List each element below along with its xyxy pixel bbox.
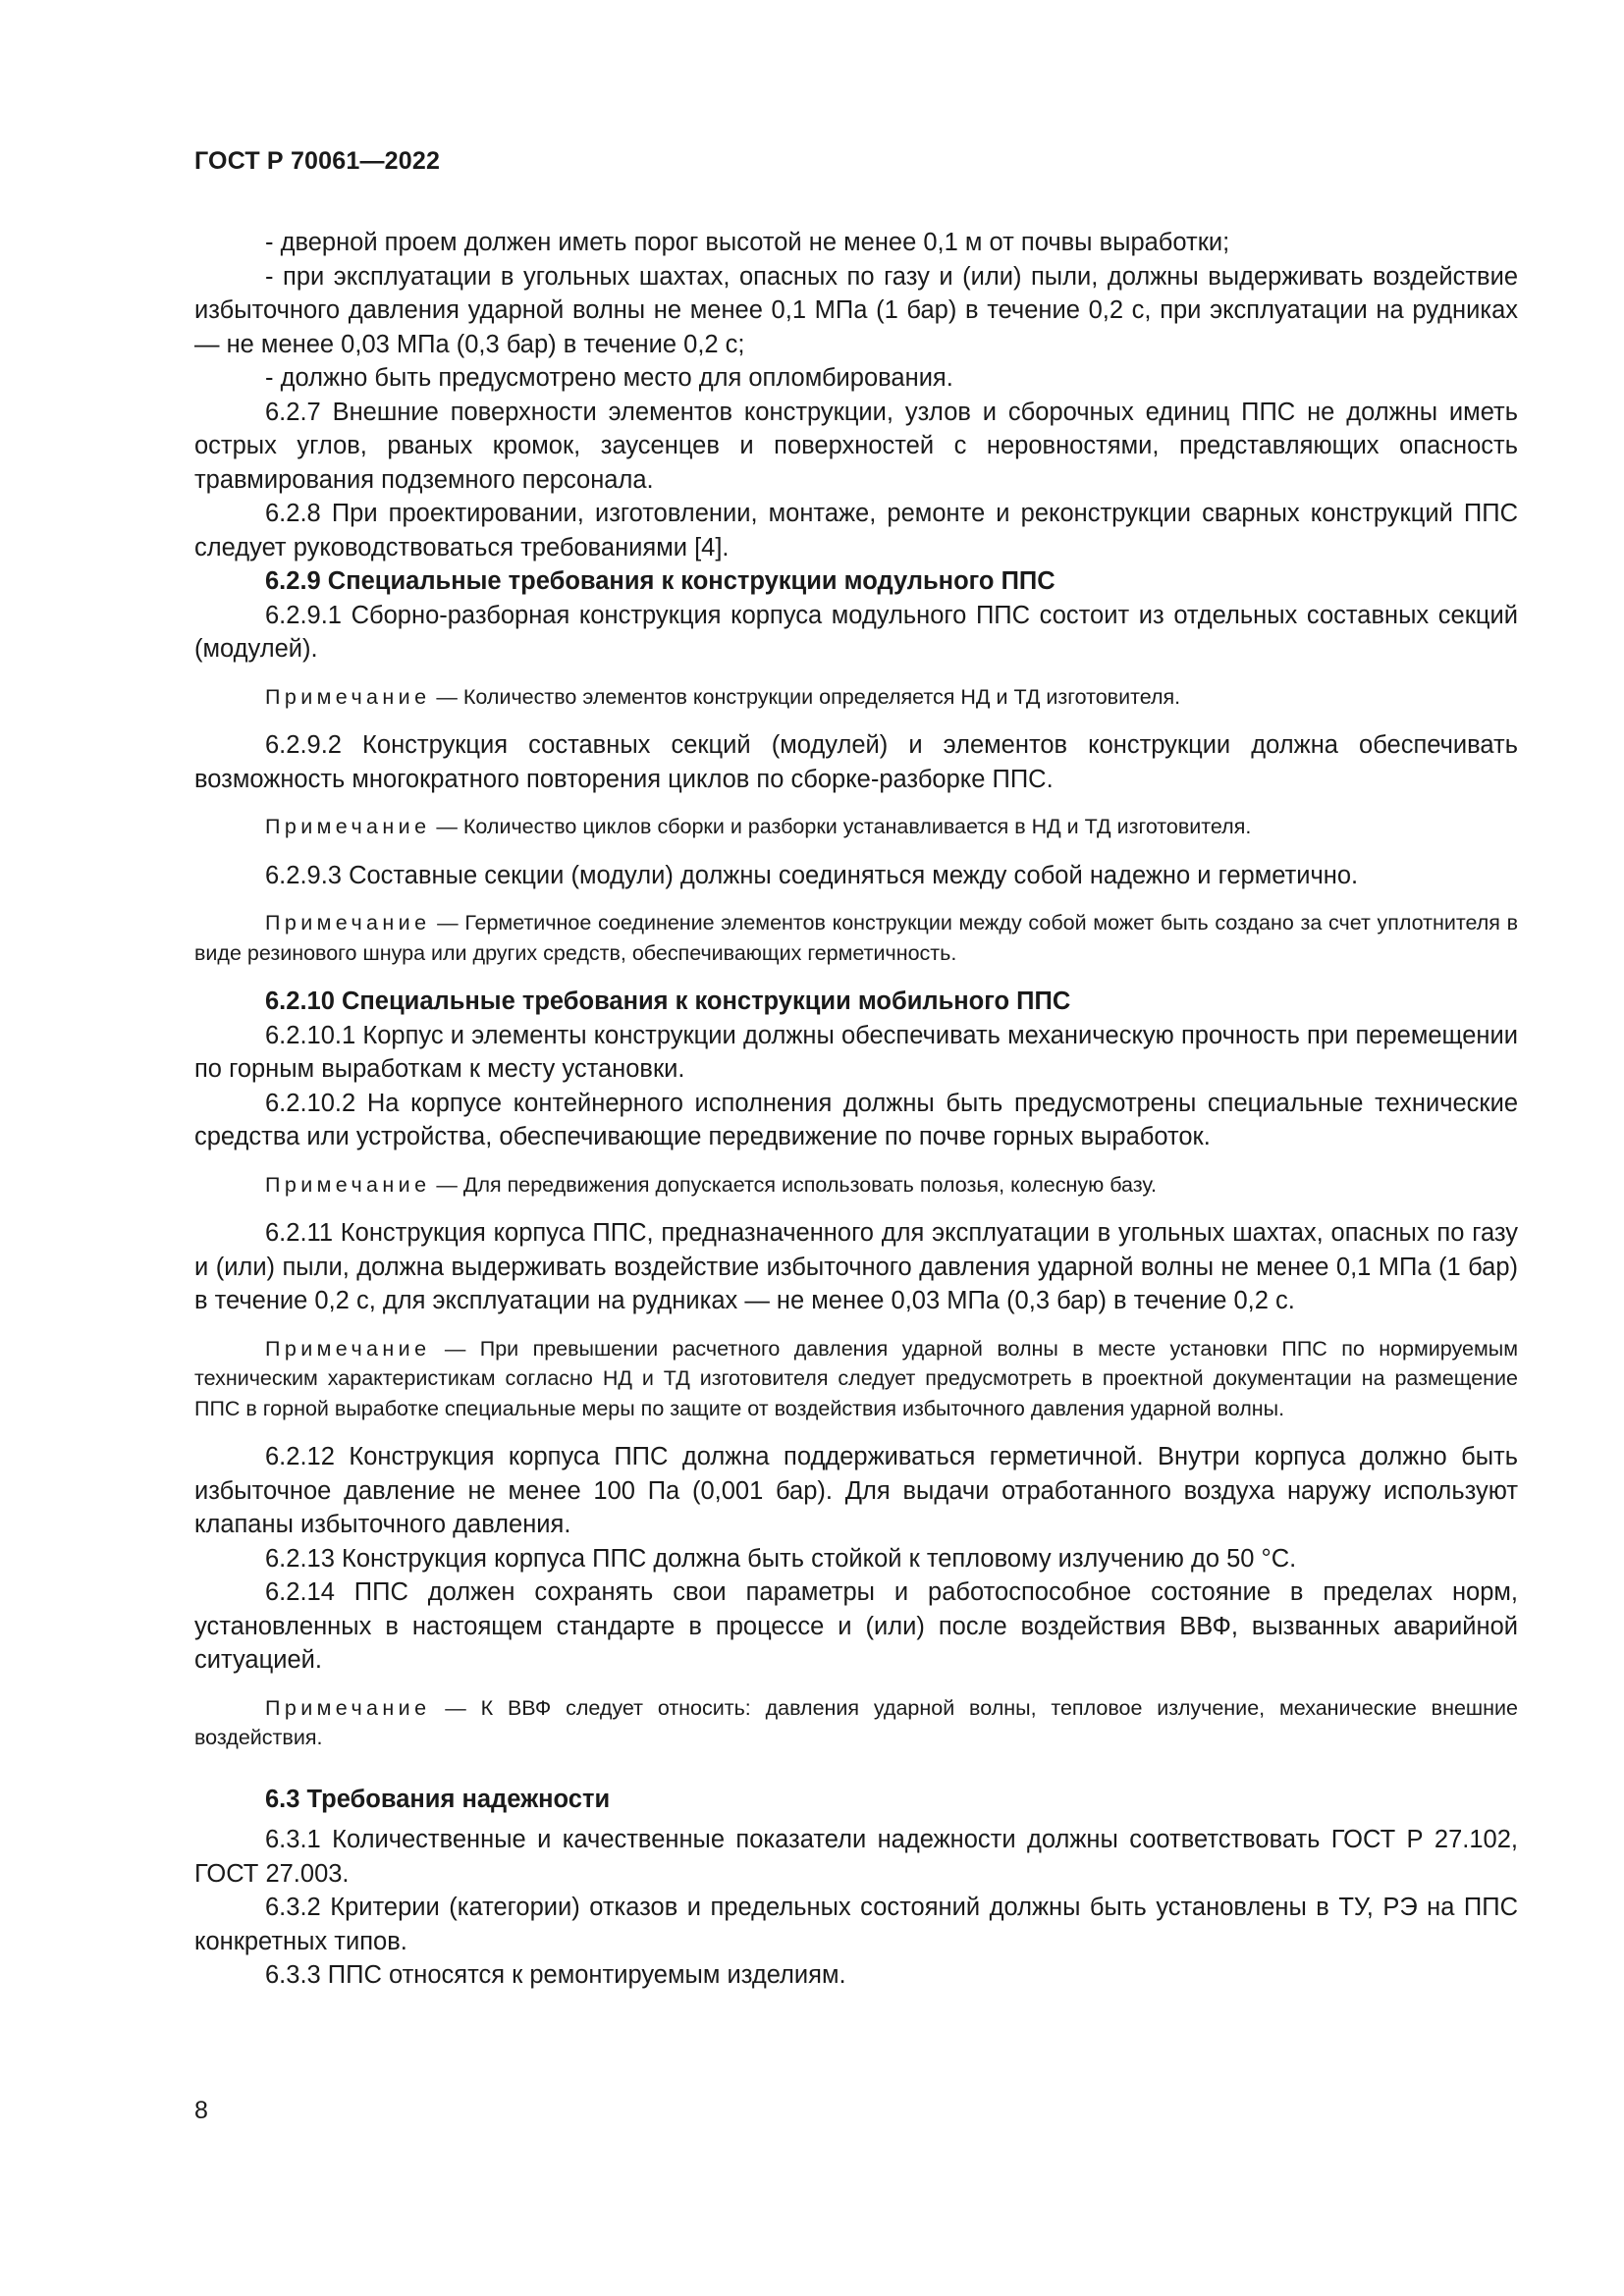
note-text: Количество циклов сборки и разборки устанавливается в НД и ТД изготовителя. (462, 815, 1252, 838)
note (194, 1334, 1518, 1424)
note-label: Примечание (265, 815, 431, 838)
note (194, 1170, 1518, 1201)
paragraph: 6.2.10.1 Корпус и элементы конструкции должны обеспечивать механическую прочность при перемещении по горным выработкам к месту установки. (194, 1021, 1518, 1083)
document-header: ГОСТ Р 70061—2022 (194, 147, 441, 175)
note-dash: — (430, 1336, 480, 1361)
note-dash: — (430, 1172, 463, 1197)
paragraph: 6.2.7 Внешние поверхности элементов конструкции, узлов и сборочных единиц ППС не должны иметь острых углов, рваных кромок, заусенцев и поверхностей с неровностями, представляющих опасность травмирования подземного персонала. (194, 398, 1518, 494)
page-number: 8 (194, 2097, 208, 2124)
paragraph: 6.3.3 ППС относятся к ремонтируемым изделиям. (265, 1961, 846, 1989)
paragraph: 6.3.1 Количественные и качественные показатели надежности должны соответствовать ГОСТ Р 27.102, ГОСТ 27.003. (194, 1826, 1518, 1888)
paragraph: 6.2.8 При проектировании, изготовлении, монтаже, ремонте и реконструкции сварных конструкций ППС следует руководствоваться требованиями [4]. (194, 500, 1518, 561)
subsection-heading: 6.2.10 Специальные требования к конструкции мобильного ППС (265, 988, 1071, 1015)
note-text: При превышении расчетного давления ударной волны в месте установки ППС по нормируемым техническим характеристикам согласно НД и ТД изготовителя следует предусмотреть в проектной документации на размещение ППС в горной выработке специальные меры по защите от воздействия избыточного давления ударной волны. (194, 1336, 1518, 1420)
note-label: Примечание (265, 1695, 431, 1720)
note (194, 812, 1518, 842)
paragraph: 6.3.2 Критерии (категории) отказов и предельных состояний должны быть установлены в ТУ, РЭ на ППС конкретных типов. (194, 1894, 1518, 1955)
paragraph: - должно быть предусмотрено место для опломбирования. (265, 364, 953, 392)
note-label: Примечание (265, 911, 431, 934)
note-dash: — (430, 1695, 481, 1720)
note-text: К ВВФ следует относить: давления ударной волны, тепловое излучение, механические внешние воздействия. (194, 1695, 1519, 1749)
note-text: Герметичное соединение элементов конструкции между собой может быть создано за счет уплотнителя в виде резинового шнура или других средств, обеспечивающих герметичность. (194, 911, 1519, 965)
note-label: Примечание (265, 684, 431, 709)
paragraph: - дверной проем должен иметь порог высотой не менее 0,1 м от почвы выработки; (265, 229, 1230, 256)
note-text: Количество элементов конструкции определяется НД и ТД изготовителя. (462, 684, 1181, 709)
note-text: Для передвижения допускается использовать полозья, колесную базу. (462, 1172, 1157, 1197)
paragraph: 6.2.11 Конструкция корпуса ППС, предназначенного для эксплуатации в угольных шахтах, опасных по газу и (или) пыли, должна выдерживать воздействие избыточного давления ударной волны не менее 0,1 МПа (1 бар) в течение 0,2 с, для эксплуатации на рудниках — не менее 0,03 МПа (0,3 бар) в течение 0,2 с. (194, 1219, 1518, 1314)
note-dash: — (430, 684, 463, 709)
note-dash: — (430, 815, 463, 838)
paragraph: - при эксплуатации в угольных шахтах, опасных по газу и (или) пыли, должны выдерживать воздействие избыточного давления ударной волны не менее 0,1 МПа (1 бар) в течение 0,2 с, при эксплуатации на рудниках — не менее 0,03 МПа (0,3 бар) в течение 0,2 с; (194, 262, 1518, 358)
section-heading: 6.3 Требования надежности (265, 1785, 611, 1813)
paragraph: 6.2.9.2 Конструкция составных секций (модулей) и элементов конструкции должна обеспечивать возможность многократного повторения циклов по сборке-разборке ППС. (194, 731, 1518, 793)
paragraph: 6.2.9.3 Составные секции (модули) должны соединяться между собой надежно и герметично. (265, 861, 1359, 889)
note-label: Примечание (265, 1336, 431, 1361)
paragraph: 6.2.14 ППС должен сохранять свои параметры и работоспособное состояние в пределах норм, установленных в настоящем стандарте в процессе и (или) после воздействия ВВФ, вызванных аварийной ситуацией. (194, 1578, 1518, 1674)
document-body (194, 226, 1518, 1993)
subsection-heading: 6.2.9 Специальные требования к конструкции модульного ППС (265, 567, 1056, 595)
note-label: Примечание (265, 1172, 431, 1197)
paragraph: 6.2.12 Конструкция корпуса ППС должна поддерживаться герметичной. Внутри корпуса должно быть избыточное давление не менее 100 Па (0,001 бар). Для выдачи отработанного воздуха наружу используют клапаны избыточного давления. (194, 1443, 1518, 1538)
paragraph: 6.2.13 Конструкция корпуса ППС должна быть стойкой к тепловому излучению до 50 °С. (265, 1544, 1297, 1573)
note (194, 908, 1518, 968)
note (194, 1693, 1518, 1753)
paragraph: 6.2.9.1 Сборно-разборная конструкция корпуса модульного ППС состоит из отдельных составных секций (модулей). (194, 601, 1518, 663)
paragraph: 6.2.10.2 На корпусе контейнерного исполнения должны быть предусмотрены специальные технические средства или устройства, обеспечивающие передвижение по почве горных выработок. (194, 1089, 1518, 1150)
note (194, 682, 1518, 713)
note-dash: — (430, 911, 465, 934)
